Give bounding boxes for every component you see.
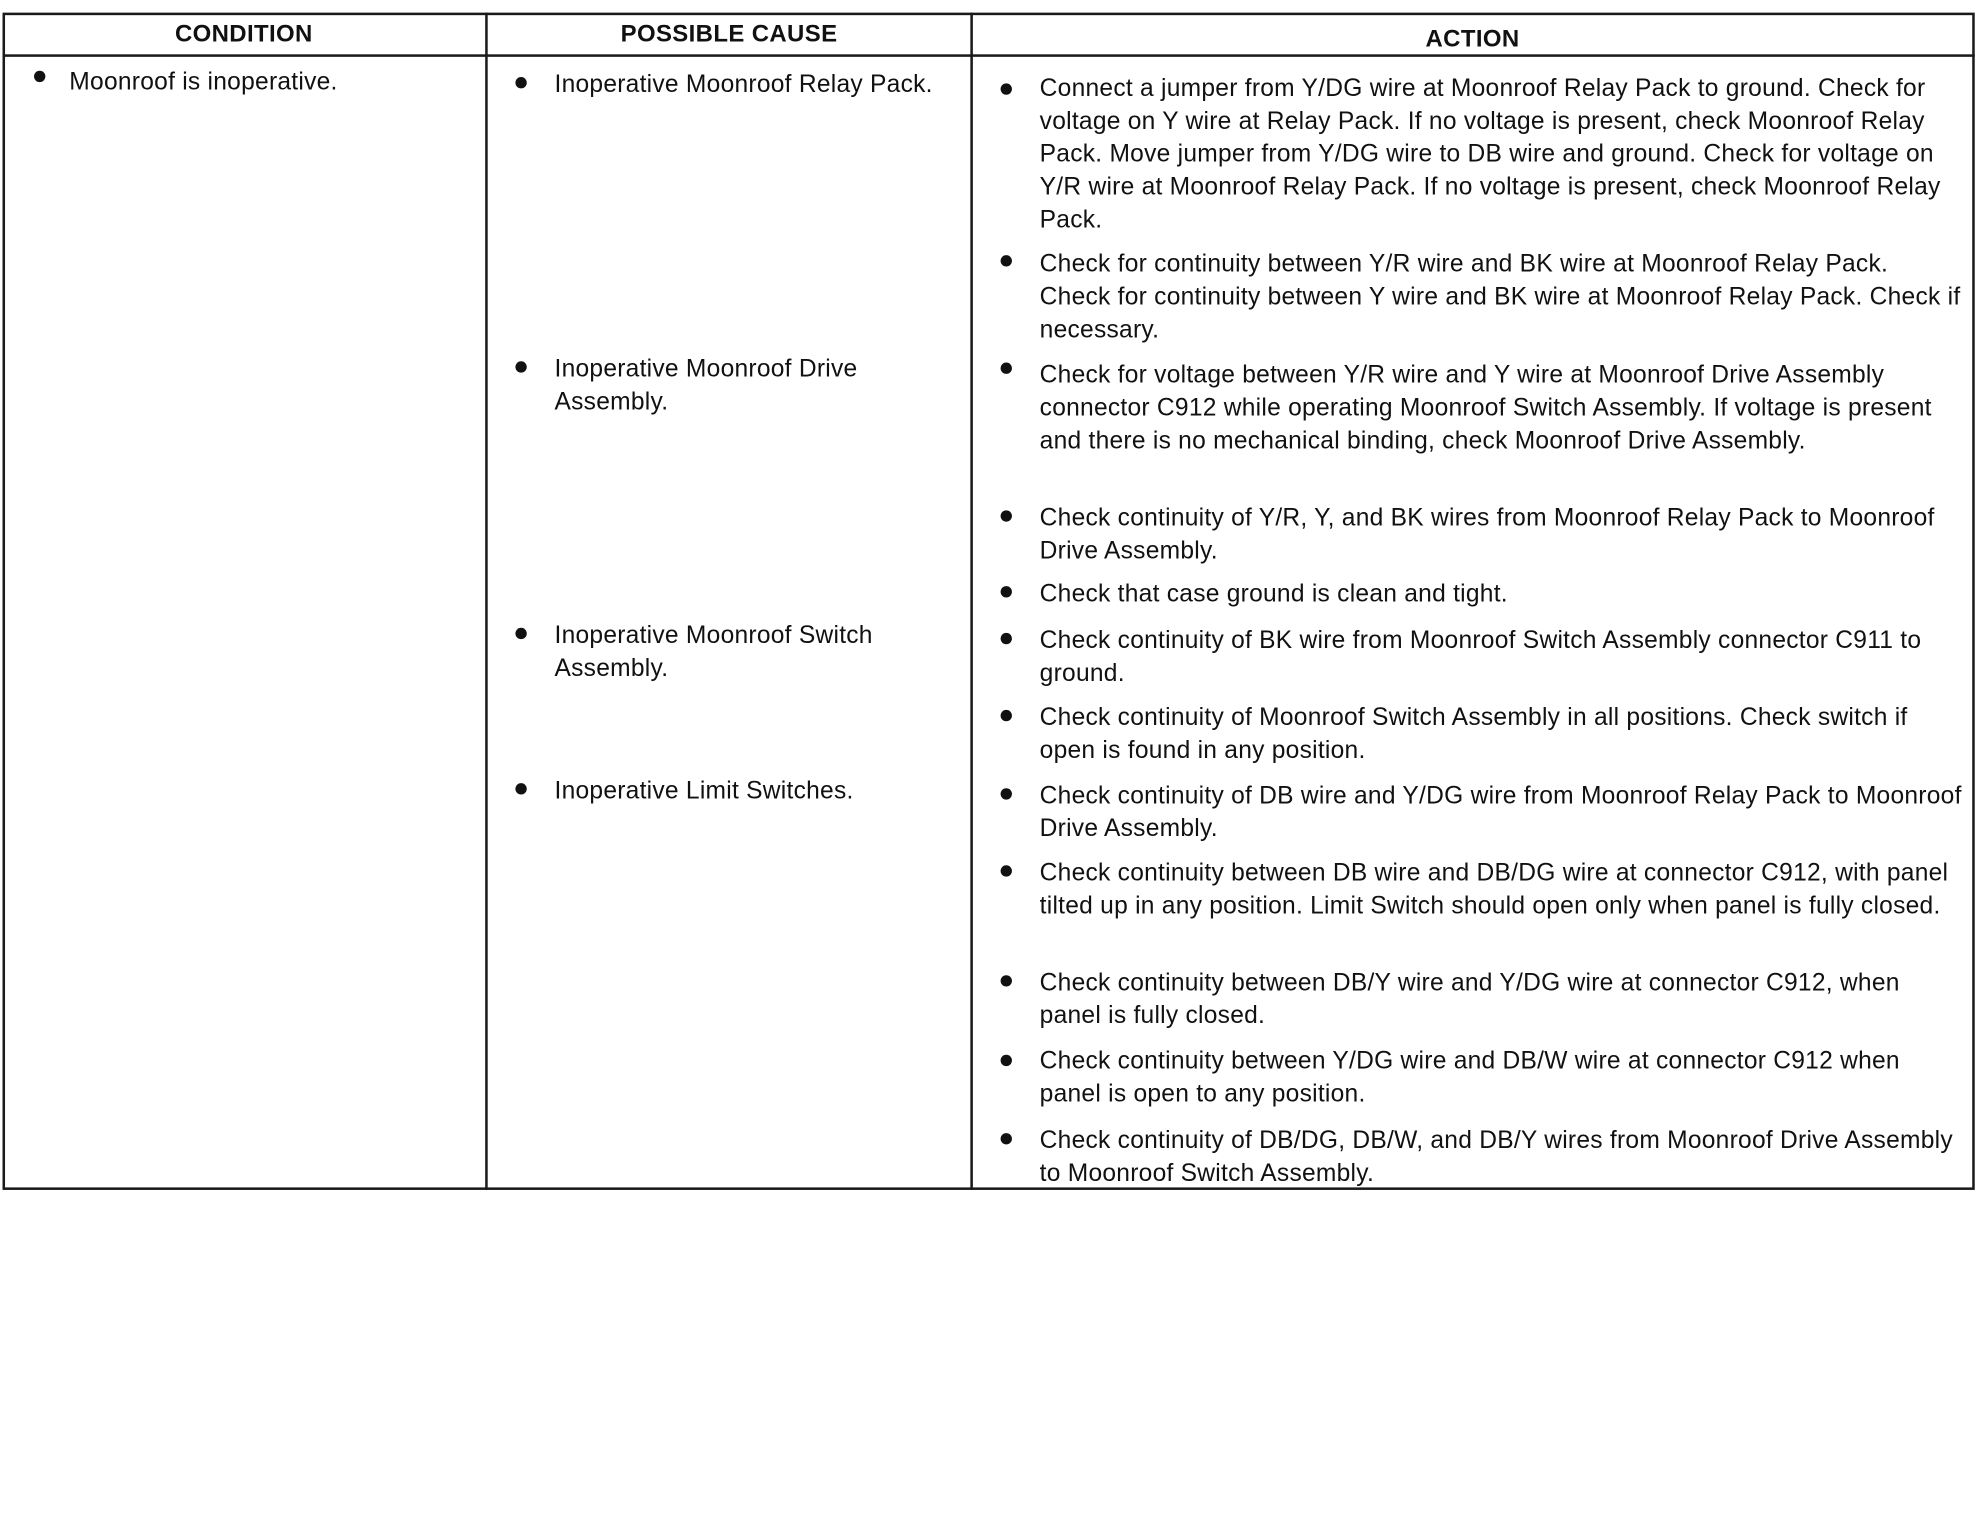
cause-bullet-icon [515, 77, 526, 88]
action-item: Check continuity between DB/Y wire and Y/DG wire at connector C912, when panel is fully closed. [1039, 968, 1900, 1030]
action-item: Check continuity of Moonroof Switch Assembly in all positions. Check switch if open is found in any position. [1039, 703, 1908, 765]
action-bullet-icon [1001, 586, 1012, 597]
action-item: Check continuity between DB wire and DB/DG wire at connector C912, with panel tilted up in any position. Limit Switch should open only when panel is fully closed. [1039, 858, 1949, 920]
action-item: Check continuity between Y/DG wire and DB/W wire at connector C912 when panel is open to any position. [1039, 1047, 1900, 1108]
action-bullet-icon [1001, 710, 1012, 721]
action-item: Connect a jumper from Y/DG wire at Moonroof Relay Pack to ground. Check for voltage on Y wire at Relay Pack. If no voltage is present, check Moonroof Relay Pack. Move jumper from Y/DG wire to DB wire and ground. Check for voltage on Y/R wire at Moonroof Relay Pack. If no voltage is present, check Moonroof Relay Pack. [1039, 74, 1941, 234]
cause-relay-pack: Inoperative Moonroof Relay Pack. [554, 70, 933, 99]
action-bullet-icon [1001, 1055, 1012, 1066]
cause-drive-assembly: Inoperative Moonroof Drive Assembly. [554, 354, 858, 416]
condition-text: Moonroof is inoperative. [69, 68, 338, 97]
action-bullet-icon [1001, 633, 1012, 644]
action-bullet-icon [1001, 788, 1012, 799]
header-action: ACTION [1425, 26, 1520, 54]
action-bullet-icon [1001, 255, 1012, 266]
action-bullet-icon [1001, 975, 1012, 986]
action-bullet-icon [1001, 1133, 1012, 1144]
condition-bullet-icon [34, 71, 45, 82]
action-item: Check for continuity between Y/R wire and BK wire at Moonroof Relay Pack. Check for continuity between Y wire and BK wire at Moonroof Relay Pack. Check if necessary. [1039, 250, 1961, 344]
cause-bullet-icon [515, 783, 526, 794]
header-condition: CONDITION [174, 21, 313, 49]
cause-bullet-icon [515, 628, 526, 639]
cause-limit-switches: Inoperative Limit Switches. [554, 776, 854, 805]
cause-switch-assembly: Inoperative Moonroof Switch Assembly. [554, 621, 873, 683]
action-item: Check continuity of DB/DG, DB/W, and DB/Y wires from Moonroof Drive Assembly to Moonroof Switch Assembly. [1039, 1126, 1953, 1188]
column-divider-condition [485, 13, 488, 1190]
action-item: Check continuity of DB wire and Y/DG wire from Moonroof Relay Pack to Moonroof Drive Assembly. [1039, 781, 1962, 843]
action-bullet-icon [1001, 510, 1012, 521]
action-bullet-icon [1001, 865, 1012, 876]
action-item: Check continuity of Y/R, Y, and BK wires from Moonroof Relay Pack to Moonroof Drive Assembly. [1039, 504, 1935, 565]
action-item: Check that case ground is clean and tight. [1039, 579, 1508, 608]
action-bullet-icon [1001, 363, 1012, 374]
action-bullet-icon [1001, 83, 1012, 94]
action-item: Check continuity of BK wire from Moonroof Switch Assembly connector C911 to ground. [1039, 626, 1922, 688]
header-possible-cause: POSSIBLE CAUSE [620, 21, 838, 49]
column-divider-cause [970, 13, 973, 1190]
action-item: Check for voltage between Y/R wire and Y wire at Moonroof Drive Assembly connector C912 while operating Moonroof Switch Assembly. If voltage is present and there is no mechanical binding, check Moonroof Drive Assembly. [1039, 361, 1932, 455]
cause-bullet-icon [515, 361, 526, 372]
